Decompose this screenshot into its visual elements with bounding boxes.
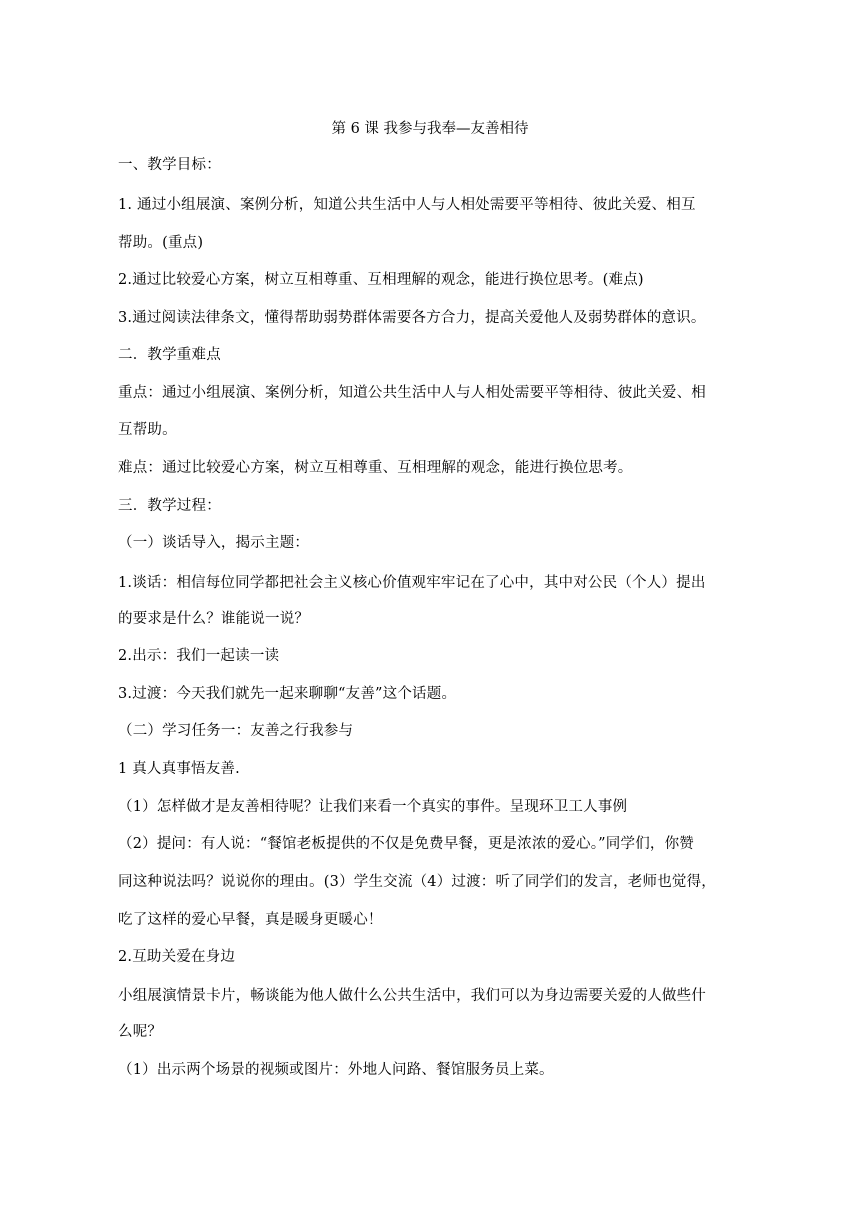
paragraph-line: 2.通过比较爱心方案，树立互相尊重、互相理解的观念，能进行换位思考。(难点) [118, 272, 644, 288]
paragraph-line: 帮助。(重点) [118, 235, 204, 251]
paragraph-line: 难点：通过比较爱心方案，树立互相尊重、互相理解的观念，能进行换位思考。 [118, 460, 633, 476]
section-heading-key-points: 二．教学重难点 [118, 347, 221, 363]
paragraph-line: （2）提问：有人说：“餐馆老板提供的不仅是免费早餐，更是浓浓的爱心。”同学们，你赞 [118, 836, 694, 852]
subsection-heading: （二）学习任务一：友善之行我参与 [118, 723, 354, 739]
paragraph-line: 2.出示：我们一起读一读 [118, 648, 280, 664]
section-heading-process: 三．教学过程： [118, 498, 221, 514]
paragraph-line: 2.互助关爱在身边 [118, 949, 236, 965]
paragraph-line: 么呢？ [118, 1024, 163, 1040]
lesson-title: 第 6 课 我参与我奉—友善相待 [331, 121, 529, 137]
paragraph-line: 吃了这样的爱心早餐，真是暖身更暖心！ [118, 912, 383, 928]
paragraph-line: （1）怎样做才是友善相待呢？让我们来看一个真实的事件。呈现环卫工人事例 [118, 799, 628, 815]
paragraph-line: 小组展演情景卡片，畅谈能为他人做什么公共生活中，我们可以为身边需要关爱的人做些什 [118, 988, 706, 1004]
subsection-heading: （一）谈话导入，揭示主题： [118, 535, 310, 551]
paragraph-line: 同这种说法吗？说说你的理由。(3）学生交流（4）过渡：听了同学们的发言，老师也觉得， [118, 874, 717, 890]
paragraph-line: 1 真人真事悟友善. [118, 761, 240, 777]
section-heading-objectives: 一、教学目标： [118, 157, 221, 173]
paragraph-line: 1.谈话：相信每位同学都把社会主义核心价值观牢牢记在了心中，其中对公民（个人）提出 [118, 575, 706, 591]
paragraph-line: 1. 通过小组展演、案例分析，知道公共生活中人与人相处需要平等相待、彼此关爱、相互 [118, 197, 696, 213]
paragraph-line: （1）出示两个场景的视频或图片：外地人问路、餐馆服务员上菜。 [118, 1062, 554, 1078]
paragraph-line: 重点：通过小组展演、案例分析，知道公共生活中人与人相处需要平等相待、彼此关爱、相 [118, 385, 706, 401]
paragraph-line: 互帮助。 [118, 422, 177, 438]
paragraph-line: 3.通过阅读法律条文，懂得帮助弱势群体需要各方合力，提高关爱他人及弱势群体的意识。 [118, 310, 706, 326]
paragraph-line: 的要求是什么？谁能说一说？ [118, 611, 310, 627]
paragraph-line: 3.过渡：今天我们就先一起来聊聊“友善”这个话题。 [118, 686, 457, 702]
